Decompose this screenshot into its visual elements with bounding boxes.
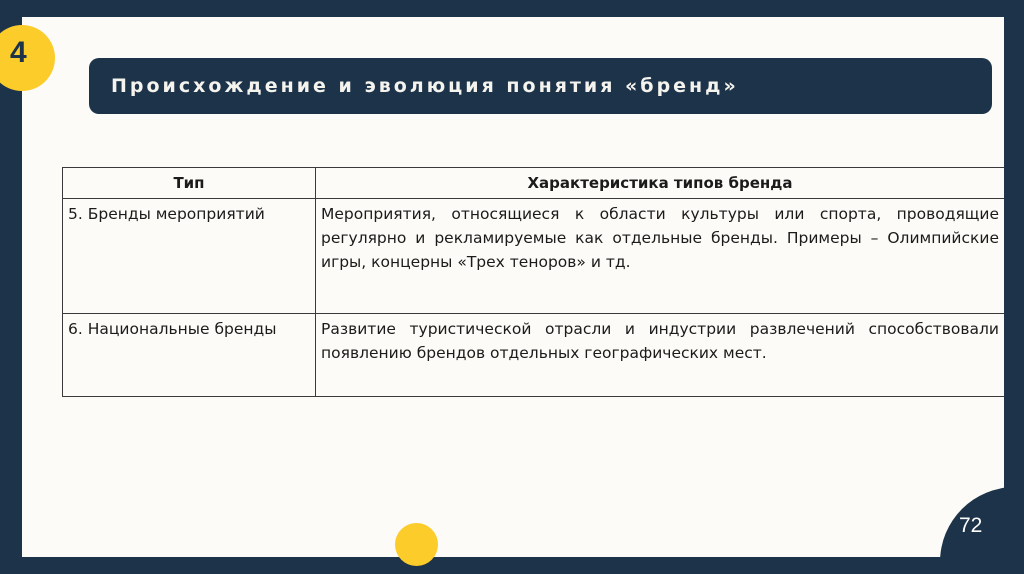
header-characteristic: Характеристика типов бренда <box>316 168 1005 199</box>
title-bar <box>89 58 992 114</box>
decorative-dot <box>395 523 438 566</box>
section-number: 4 <box>10 36 27 69</box>
cell-description: Мероприятия, относящиеся к области культуры или спорта, проводящие регулярно и рекламируемые как отдельные бренды. Примеры – Олимпийские игры, концерны «Трех теноров» и тд. <box>316 199 1005 314</box>
page-number: 72 <box>959 514 983 537</box>
cell-type: 5. Бренды мероприятий <box>63 199 316 314</box>
brand-types-table <box>62 167 1004 397</box>
header-type: Тип <box>63 168 316 199</box>
table-header-row <box>63 168 1005 199</box>
cell-type: 6. Национальные бренды <box>63 314 316 397</box>
table-row <box>63 314 1005 397</box>
table-row <box>63 199 1005 314</box>
slide-title: Происхождение и эволюция понятия «бренд» <box>111 75 739 97</box>
cell-description: Развитие туристической отрасли и индустрии развлечений способствовали появлению брендов отдельных географических мест. <box>316 314 1005 397</box>
slide <box>22 17 1004 557</box>
